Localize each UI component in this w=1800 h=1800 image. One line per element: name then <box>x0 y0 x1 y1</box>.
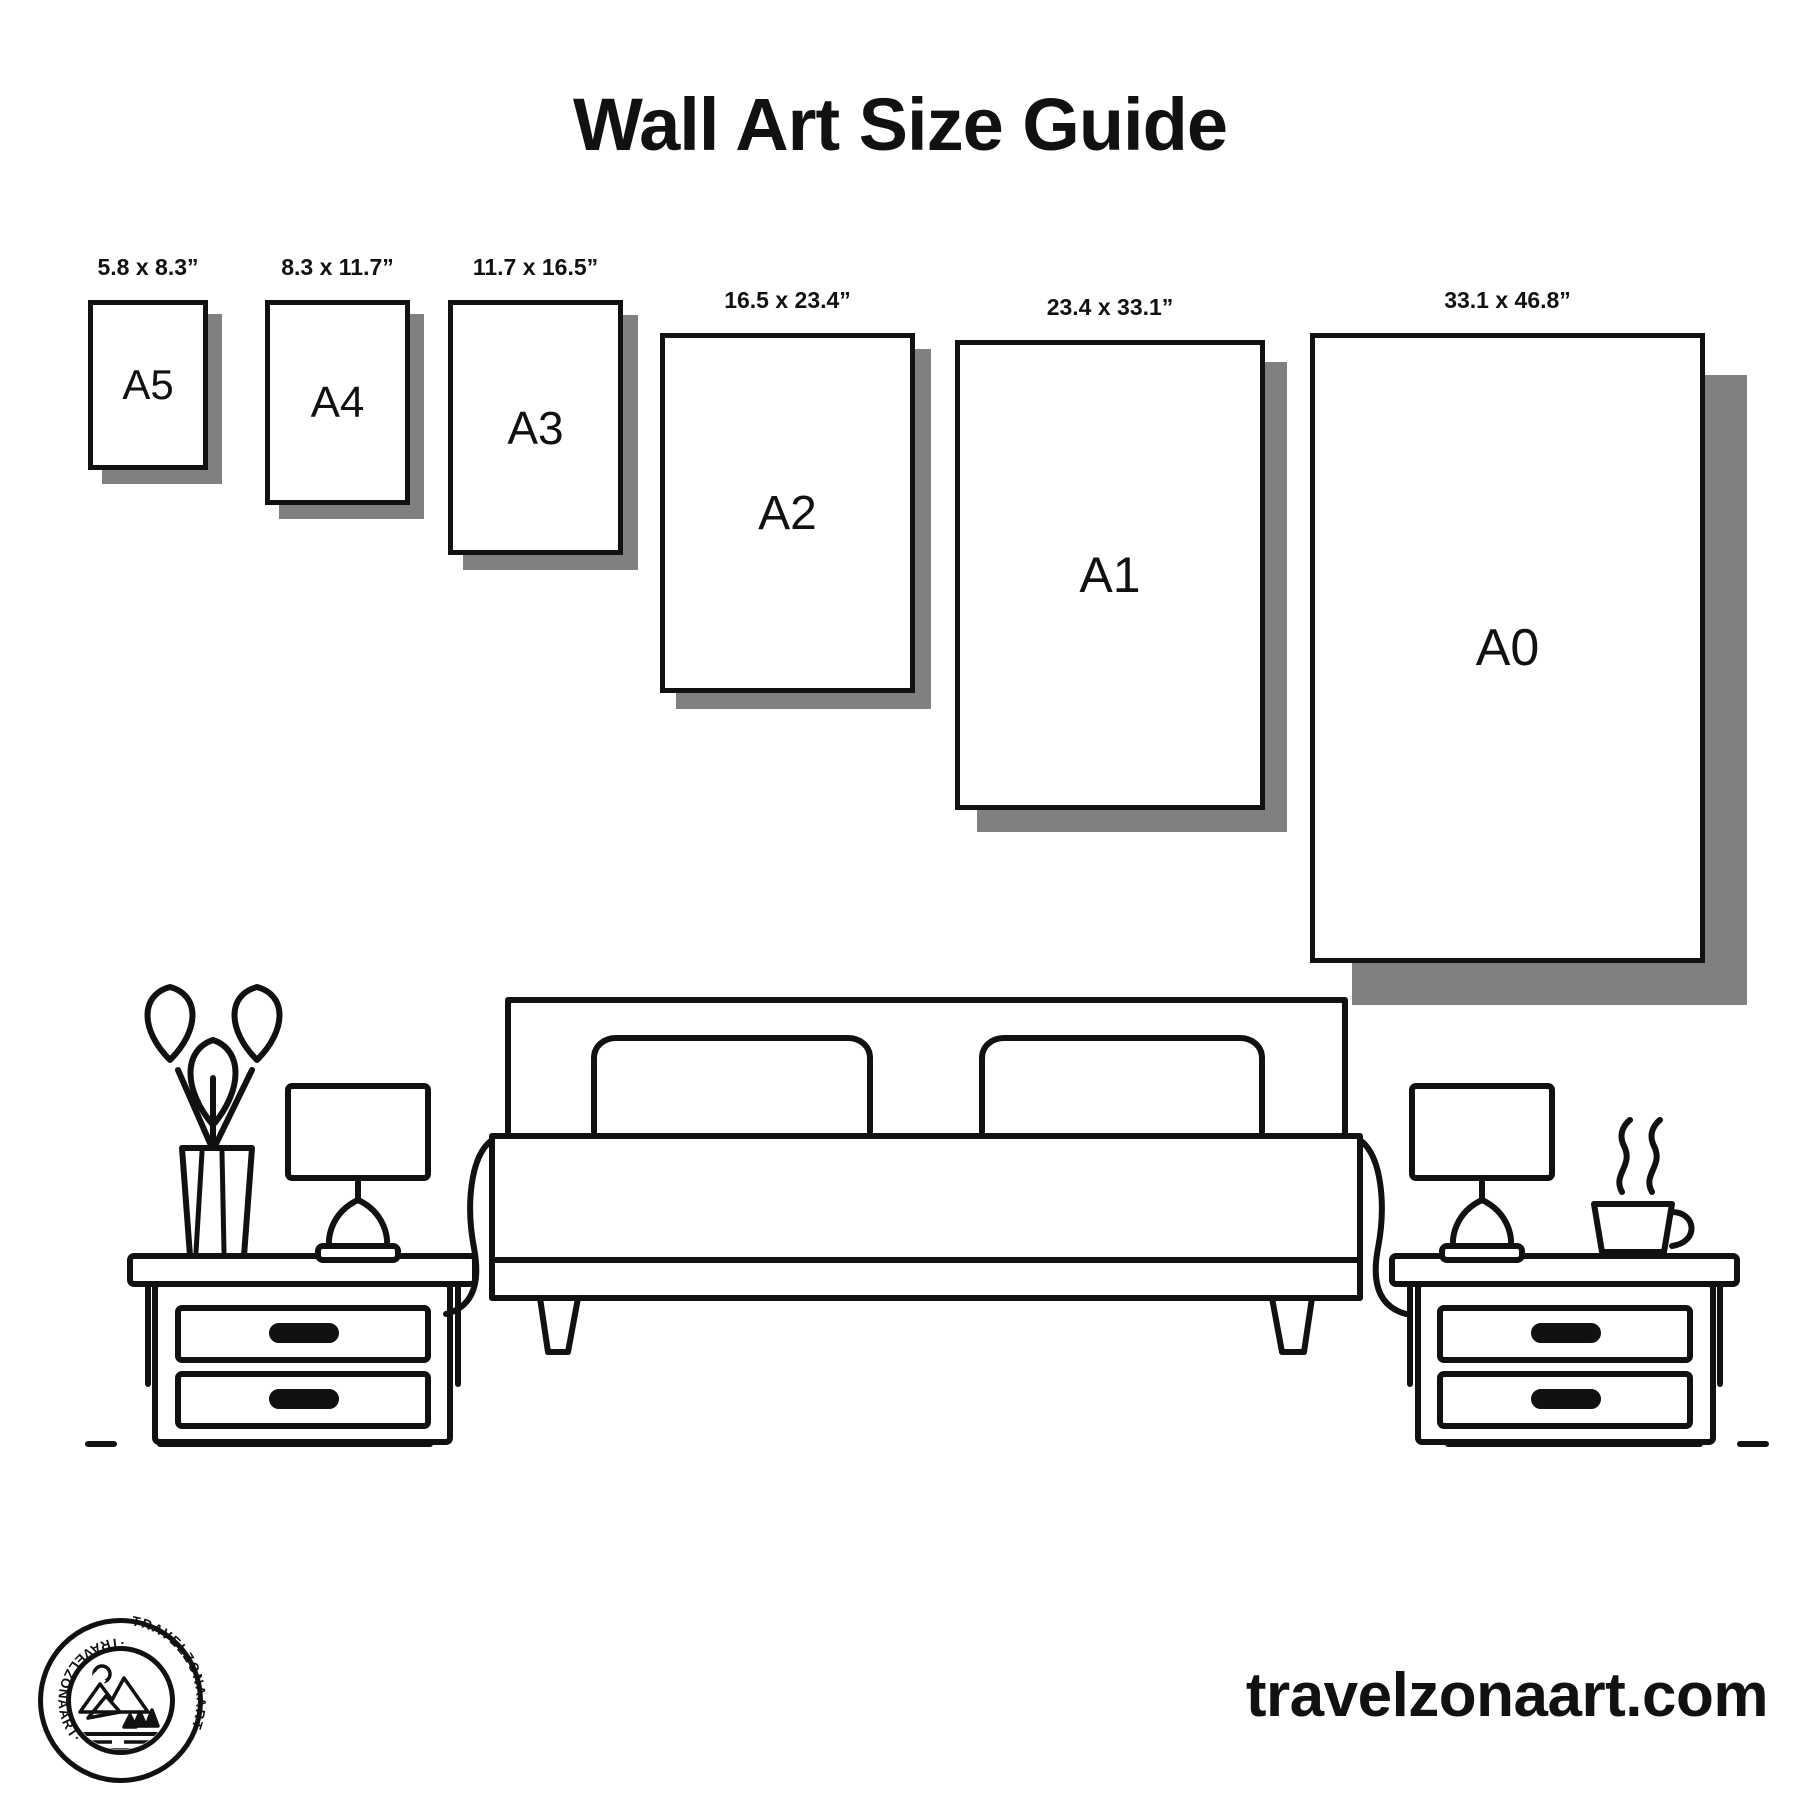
frame-name-a5: A5 <box>122 361 174 408</box>
frame-group-a1[interactable] <box>955 294 1265 810</box>
frame-name-a0: A0 <box>1475 619 1540 677</box>
frame-box-a3[interactable] <box>448 300 623 555</box>
coffee-cup-icon <box>1594 1120 1692 1252</box>
logo-inner-text: ·TRAVELZONAART· <box>55 1635 125 1746</box>
brand-logo[interactable] <box>28 1608 213 1793</box>
frame-group-a2[interactable] <box>660 287 915 693</box>
website-url[interactable]: travelzonaart.com <box>1245 1661 1768 1730</box>
frame-dimensions-a4: 8.3 x 11.7” <box>281 254 394 280</box>
svg-text:·TRAVELZONAART· <box>55 1635 124 1746</box>
frame-name-a2: A2 <box>758 486 817 540</box>
frame-name-a1: A1 <box>1079 547 1141 603</box>
frame-dimensions-a0: 33.1 x 46.8” <box>1444 287 1571 313</box>
frame-dimensions-a3: 11.7 x 16.5” <box>472 254 599 280</box>
frame-dimensions-a2: 16.5 x 23.4” <box>724 287 851 313</box>
table-lamp-right-icon <box>1412 1086 1552 1260</box>
frame-group-a4[interactable] <box>265 254 410 505</box>
nightstand-right-icon <box>1392 1256 1737 1442</box>
bed-icon <box>446 1000 1406 1352</box>
frame-dimensions-a1: 23.4 x 33.1” <box>1046 294 1174 320</box>
page-title: Wall Art Size Guide <box>573 83 1227 166</box>
frame-box-a2[interactable] <box>660 333 915 693</box>
frame-box-a1[interactable] <box>955 340 1265 810</box>
table-lamp-left-icon <box>288 1086 428 1260</box>
logo-outer-text: ·TRAVELZONAART· <box>124 1612 209 1739</box>
frame-box-a0[interactable] <box>1310 333 1705 963</box>
frame-name-a4: A4 <box>310 377 365 427</box>
bedroom-scene <box>0 960 1800 1580</box>
nightstand-left-icon <box>130 1256 475 1442</box>
plant-vase-icon <box>148 987 280 1256</box>
frame-group-a0[interactable] <box>1310 287 1705 963</box>
frame-dimensions-a5: 5.8 x 8.3” <box>97 254 199 280</box>
frame-group-a3[interactable] <box>448 254 623 555</box>
frame-group-a5[interactable] <box>88 254 208 470</box>
frame-name-a3: A3 <box>507 401 564 454</box>
frame-box-a5[interactable] <box>88 300 208 470</box>
frame-box-a4[interactable] <box>265 300 410 505</box>
